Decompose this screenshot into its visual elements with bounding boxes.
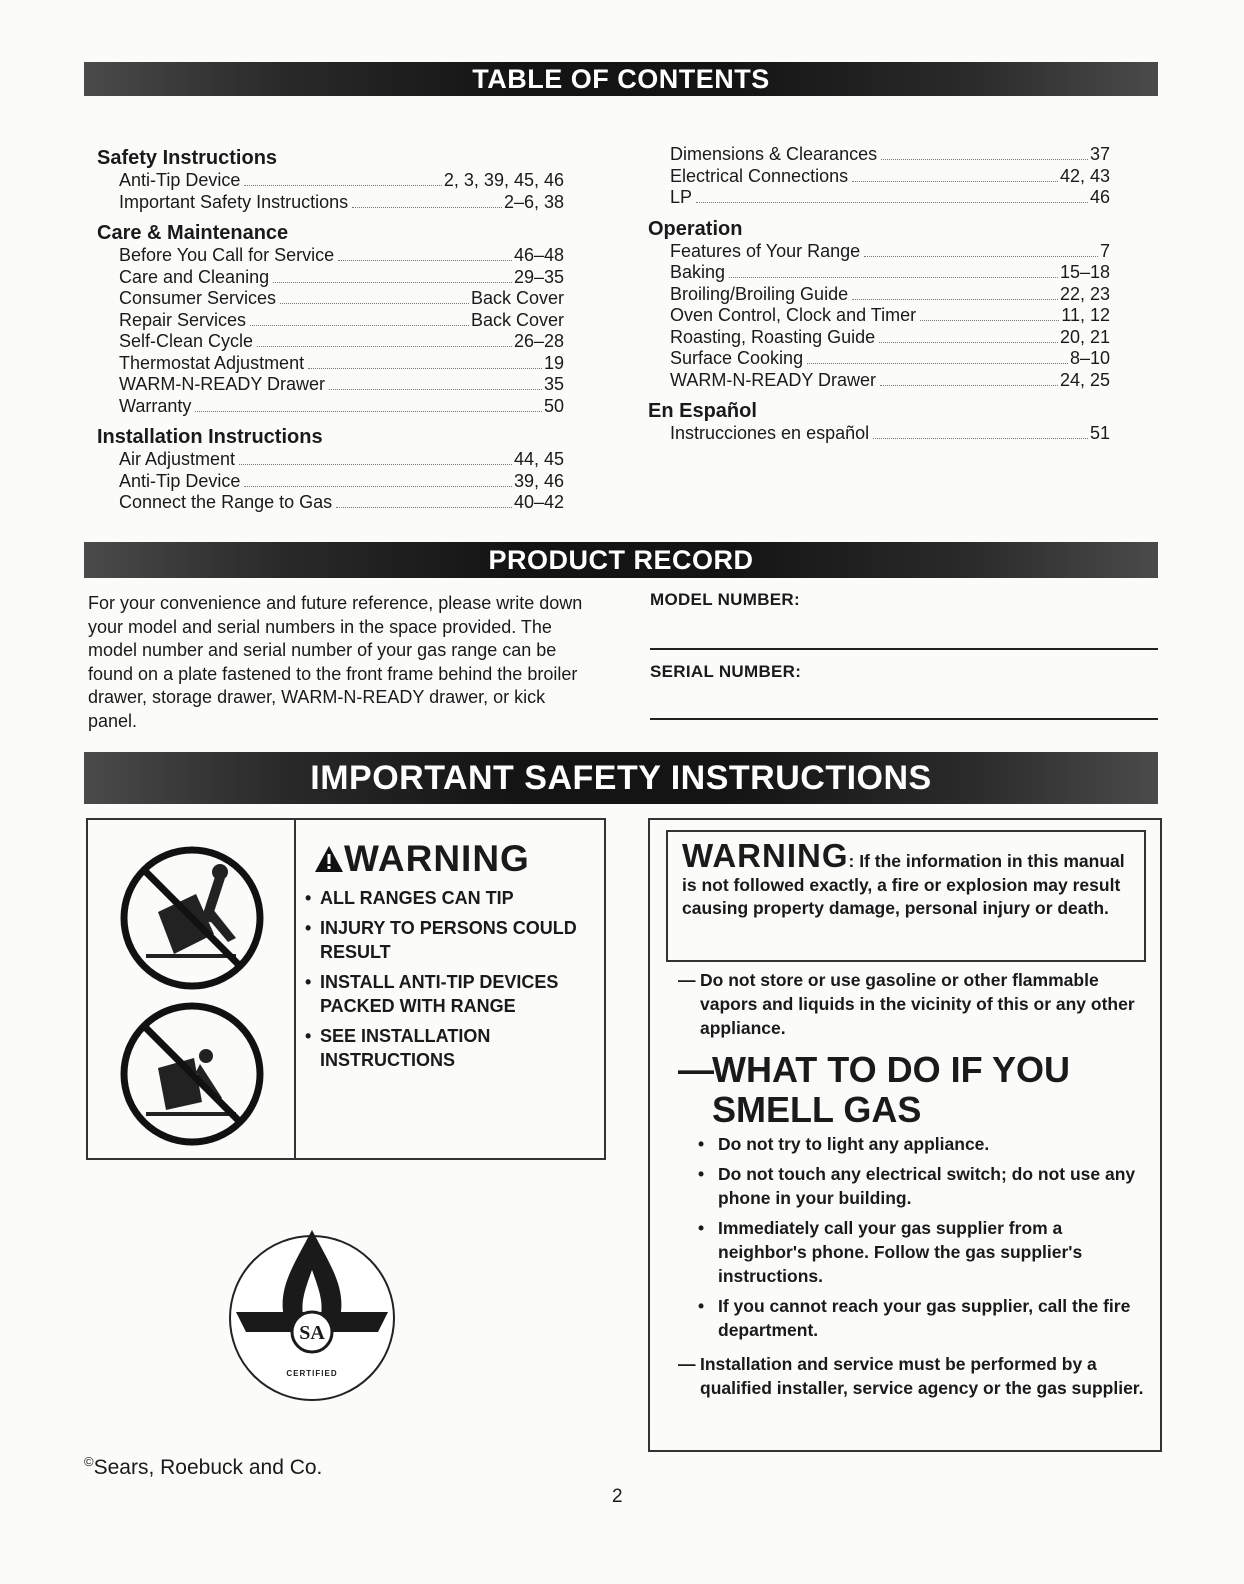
toc-entry[interactable] [119, 449, 564, 471]
toc-entry-page: 44, 45 [513, 449, 564, 469]
smell-gas-title: WHAT TO DO IF YOU SMELL GAS [712, 1049, 1070, 1130]
toc-entry-page: 2–6, 38 [503, 191, 564, 212]
toc-heading: Care & Maintenance [97, 222, 289, 244]
toc-entry-label: Consumer Services [119, 288, 277, 308]
page-number: 2 [612, 1486, 623, 1507]
copyright-symbol: © [84, 1454, 94, 1469]
toc-entry-label: Before You Call for Service [119, 245, 335, 265]
tip-warning-title-text: WARNING [344, 838, 530, 879]
smell-gas-list [696, 1132, 1136, 1348]
toc-entry[interactable] [119, 245, 564, 267]
toc-left-column [97, 146, 564, 514]
installation-paragraph: — Installation and service must be performed by a qualified installer, service agency or the gas supplier. [678, 1352, 1148, 1400]
serial-number-label: SERIAL NUMBER: [650, 662, 802, 681]
toc-entry-page: Back Cover [470, 288, 564, 308]
toc-entry[interactable] [119, 192, 564, 214]
toc-entry[interactable] [670, 166, 1110, 188]
toc-entry[interactable] [670, 327, 1110, 349]
toc-entry[interactable] [670, 284, 1110, 306]
toc-entry-page: 22, 23 [1059, 283, 1110, 304]
toc-entry-page: 46 [1089, 187, 1110, 207]
model-number-line[interactable] [650, 648, 1158, 650]
toc-entry[interactable] [119, 267, 564, 289]
toc-entry[interactable] [119, 353, 564, 375]
toc-right-column [648, 144, 1110, 445]
toc-entry-page: 40–42 [513, 492, 564, 512]
toc-entry-label: Anti-Tip Device [119, 470, 241, 491]
gas-warning-box [648, 818, 1162, 1452]
toc-entry-page: 51 [1089, 423, 1110, 443]
fire-warning-box [666, 830, 1146, 962]
list-item: • ALL RANGES CAN TIP [302, 886, 602, 910]
toc-entry-label: Broiling/Broiling Guide [670, 283, 849, 304]
smell-gas-heading: — WHAT TO DO IF YOU SMELL GAS [678, 1050, 1148, 1130]
list-item: • INSTALL ANTI-TIP DEVICES PACKED WITH RANGE [302, 970, 602, 1018]
toc-entry-page: 2, 3, 39, 45, 46 [443, 170, 564, 190]
toc-entry[interactable] [119, 288, 564, 310]
toc-entry-page: 46–48 [513, 245, 564, 265]
toc-entry-page: 50 [543, 395, 564, 416]
toc-entry-label: Care and Cleaning [119, 266, 270, 287]
list-item: • Do not touch any electrical switch; do not use any phone in your building. [696, 1162, 1136, 1210]
toc-entry-label: Anti-Tip Device [119, 170, 241, 190]
toc-entry-page: 29–35 [513, 266, 564, 287]
toc-entry-page: Back Cover [470, 309, 564, 330]
toc-entry-page: 37 [1089, 144, 1110, 164]
toc-entry[interactable] [119, 170, 564, 192]
toc-entry-label: Electrical Connections [670, 165, 849, 186]
csa-mark: SA [299, 1322, 325, 1344]
toc-entry[interactable] [670, 144, 1110, 166]
tip-over-prohibited-icon [116, 842, 268, 994]
toc-entry-label: Repair Services [119, 309, 247, 330]
toc-entry[interactable] [119, 396, 564, 418]
toc-entry-label: Dimensions & Clearances [670, 144, 878, 164]
toc-entry[interactable] [119, 471, 564, 493]
toc-entry[interactable] [119, 331, 564, 353]
toc-entry-page: 15–18 [1059, 262, 1110, 282]
toc-entry-label: Baking [670, 262, 726, 282]
toc-section-safety [97, 146, 564, 213]
warning-triangle-icon [314, 845, 344, 873]
toc-entry[interactable] [119, 374, 564, 396]
toc-section-installation [97, 425, 564, 514]
toc-entry-page: 8–10 [1069, 348, 1110, 368]
toc-entry-page: 11, 12 [1061, 305, 1110, 325]
toc-entry-label: Features of Your Range [670, 240, 861, 261]
toc-heading: Operation [648, 217, 743, 240]
serial-number-line[interactable] [650, 718, 1158, 720]
toc-entry[interactable] [119, 492, 564, 514]
toc-entry-label: Connect the Range to Gas [119, 492, 333, 512]
toc-entry-label: LP [670, 187, 693, 207]
toc-entry[interactable] [670, 262, 1110, 284]
toc-entry[interactable] [119, 310, 564, 332]
tip-warning-box [86, 818, 606, 1160]
toc-entry-label: Surface Cooking [670, 348, 804, 368]
toc-entry-page: 7 [1099, 240, 1110, 261]
csa-certified-seal-icon [222, 1208, 402, 1424]
toc-heading: Safety Instructions [97, 147, 278, 169]
toc-entry-label: Oven Control, Clock and Timer [670, 305, 917, 325]
fire-warning-text: : If the information in this manual is not followed exactly, a fire or explosion may result causing property damage, personal injury or death. [682, 851, 1125, 918]
copyright-text: Sears, Roebuck and Co. [93, 1456, 323, 1479]
toc-entry-label: Warranty [119, 395, 192, 416]
toc-entry-page: 19 [543, 352, 564, 373]
product-record-banner [84, 542, 1158, 578]
list-item: • Immediately call your gas supplier from a neighbor's phone. Follow the gas supplier's instructions. [696, 1216, 1136, 1288]
toc-section-espanol [648, 399, 1110, 445]
toc-entry-page: 26–28 [513, 331, 564, 351]
toc-entry-page: 20, 21 [1059, 326, 1110, 347]
toc-entry-label: WARM-N-READY Drawer [119, 374, 326, 394]
list-item: • SEE INSTALLATION INSTRUCTIONS [302, 1024, 602, 1072]
installation-text: Installation and service must be performed by a qualified installer, service agency or the gas supplier. [700, 1354, 1144, 1398]
list-item: • INJURY TO PERSONS COULD RESULT [302, 916, 602, 964]
toc-entry[interactable] [670, 305, 1110, 327]
toc-entry-page: 42, 43 [1059, 165, 1110, 186]
toc-section-care [97, 221, 564, 417]
toc-entry-label: WARM-N-READY Drawer [670, 369, 877, 390]
certified-label: CERTIFIED [286, 1369, 338, 1378]
toc-entry-label: Self-Clean Cycle [119, 331, 254, 351]
toc-entry[interactable] [670, 241, 1110, 263]
safety-title: IMPORTANT SAFETY INSTRUCTIONS [310, 759, 932, 797]
toc-banner [84, 62, 1158, 96]
tip-warning-title [314, 838, 530, 880]
toc-entry-page: 35 [543, 374, 564, 394]
toc-entry-label: Air Adjustment [119, 449, 236, 469]
list-item: • Do not try to light any appliance. [696, 1132, 1136, 1156]
model-number-label: MODEL NUMBER: [650, 590, 800, 609]
toc-entry-label: Roasting, Roasting Guide [670, 326, 876, 347]
no-store-paragraph: — Do not store or use gasoline or other flammable vapors and liquids in the vicinity of this or any other appliance. [678, 968, 1148, 1040]
fire-warning-title: WARNING [682, 837, 849, 874]
safety-banner [84, 752, 1158, 804]
copyright [84, 1454, 322, 1480]
toc-entry-page: 39, 46 [513, 470, 564, 491]
toc-entry-label: Thermostat Adjustment [119, 352, 305, 373]
list-item: • If you cannot reach your gas supplier, call the fire department. [696, 1294, 1136, 1342]
product-record-text: For your convenience and future reference, please write down your model and serial numbers in the space provided. The model number and serial number of your gas range can be found on a plate fastened to the front frame behind the broiler drawer, storage drawer, WARM-N-READY drawer, or kick panel. [88, 593, 583, 731]
toc-entry-label: Important Safety Instructions [119, 191, 349, 212]
toc-entry[interactable] [670, 187, 1110, 209]
toc-entry[interactable] [670, 370, 1110, 392]
product-record-title: PRODUCT RECORD [488, 545, 754, 575]
toc-entry[interactable] [670, 423, 1110, 445]
toc-title: TABLE OF CONTENTS [472, 64, 770, 94]
no-store-text: Do not store or use gasoline or other flammable vapors and liquids in the vicinity of this or any other appliance. [700, 970, 1135, 1038]
toc-entry-page: 24, 25 [1059, 369, 1110, 390]
toc-entry[interactable] [670, 348, 1110, 370]
toc-heading: Installation Instructions [97, 426, 323, 448]
toc-section-operation [648, 217, 1110, 392]
toc-entry-label: Instrucciones en español [670, 423, 870, 443]
tip-warning-list [302, 886, 602, 1078]
child-climbing-prohibited-icon [116, 998, 268, 1150]
toc-heading: En Español [648, 400, 757, 422]
